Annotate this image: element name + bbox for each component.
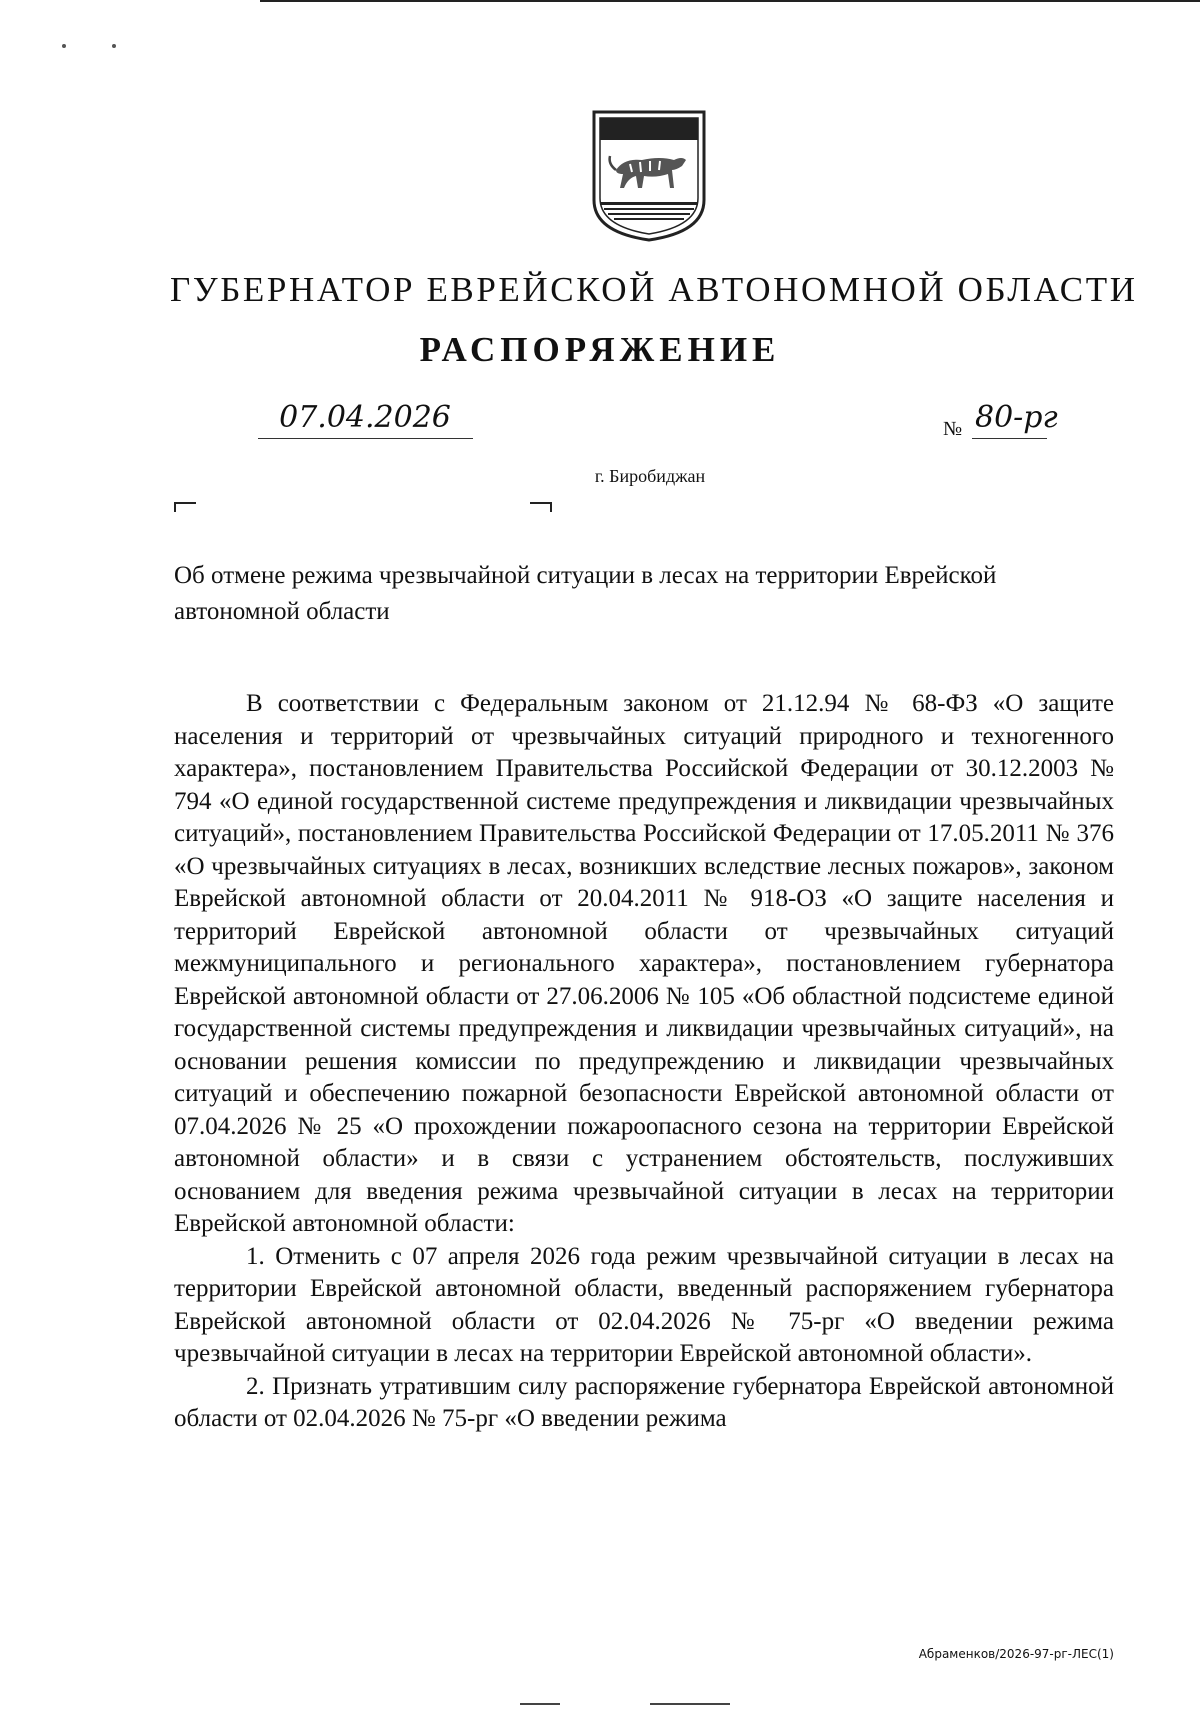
body-paragraph-item-1: 1. Отменить с 07 апреля 2026 года режим чрезвычайной ситуации в лесах на территории Еврейской автономной области, введенный распоряжением губернатора Еврейской автономной области от 02.04.2026 № 75-рг «О введении режима чрезвычайной ситуации в лесах на территории Еврейской автономной области». (174, 1242, 1114, 1367)
document-title: ГУБЕРНАТОР ЕВРЕЙСКОЙ АВТОНОМНОЙ ОБЛАСТИ (170, 270, 1138, 309)
scan-speck (62, 44, 66, 48)
coat-of-arms-tiger-icon (590, 108, 708, 243)
body-paragraph-item-2: 2. Признать утратившим силу распоряжение губернатора Еврейской автономной области от 02.04.2026 № 75-рг «О введении режима (174, 1372, 1114, 1432)
document-date: 07.04.2026 (279, 400, 451, 435)
document-type: РАСПОРЯЖЕНИЕ (419, 330, 781, 369)
scan-bottom-mark (520, 1703, 560, 1705)
heading-corner-right (530, 502, 552, 512)
document-body (174, 688, 1114, 1436)
city-label: г. Биробиджан (594, 466, 706, 486)
heading-corner-left (174, 502, 196, 512)
document-number: 80-рг (975, 400, 1058, 435)
number-label: № (943, 418, 963, 440)
scan-edge-line (260, 0, 1200, 2)
document-heading: Об отмене режима чрезвычайной ситуации в лесах на территории Еврейской автономной области (174, 562, 997, 625)
scan-speck (112, 44, 116, 48)
footer-registration-code: Абраменков/2026-97-рг-ЛЕС(1) (918, 1647, 1114, 1661)
date-underline (258, 438, 473, 439)
body-paragraph-preamble: В соответствии с Федеральным законом от 21.12.94 № 68-ФЗ «О защите населения и территорий от чрезвычайных ситуаций природного и техногенного характера», постановлением Правительства Российской Федерации от 30.12.2003 № 794 «О единой государственной системе предупреждения и ликвидации чрезвычайных ситуаций», постановлением Правительства Российской Федерации от 17.05.2011 № 376 «О чрезвычайных ситуациях в лесах, возникших вследствие лесных пожаров», законом Еврейской автономной области от 20.04.2011 № 918-ОЗ «О защите населения и территорий Еврейской автономной области от чрезвычайных ситуаций межмуниципального и регионального характера», постановлением губернатора Еврейской автономной области от 27.06.2006 № 105 «Об областной подсистеме единой государственной системы предупреждения и ликвидации чрезвычайных ситуаций», на основании решения комиссии по предупреждению и ликвидации чрезвычайных ситуаций и обеспечению пожарной безопасности Еврейской автономной области от 07.04.2026 № 25 «О прохождении пожароопасного сезона на территории Еврейской автономной области» и в связи с устранением обстоятельств, послуживших основанием для введения режима чрезвычайной ситуации в лесах на территории Еврейской автономной области: (174, 690, 1114, 1237)
number-underline (972, 438, 1047, 439)
scan-bottom-mark (650, 1703, 730, 1705)
